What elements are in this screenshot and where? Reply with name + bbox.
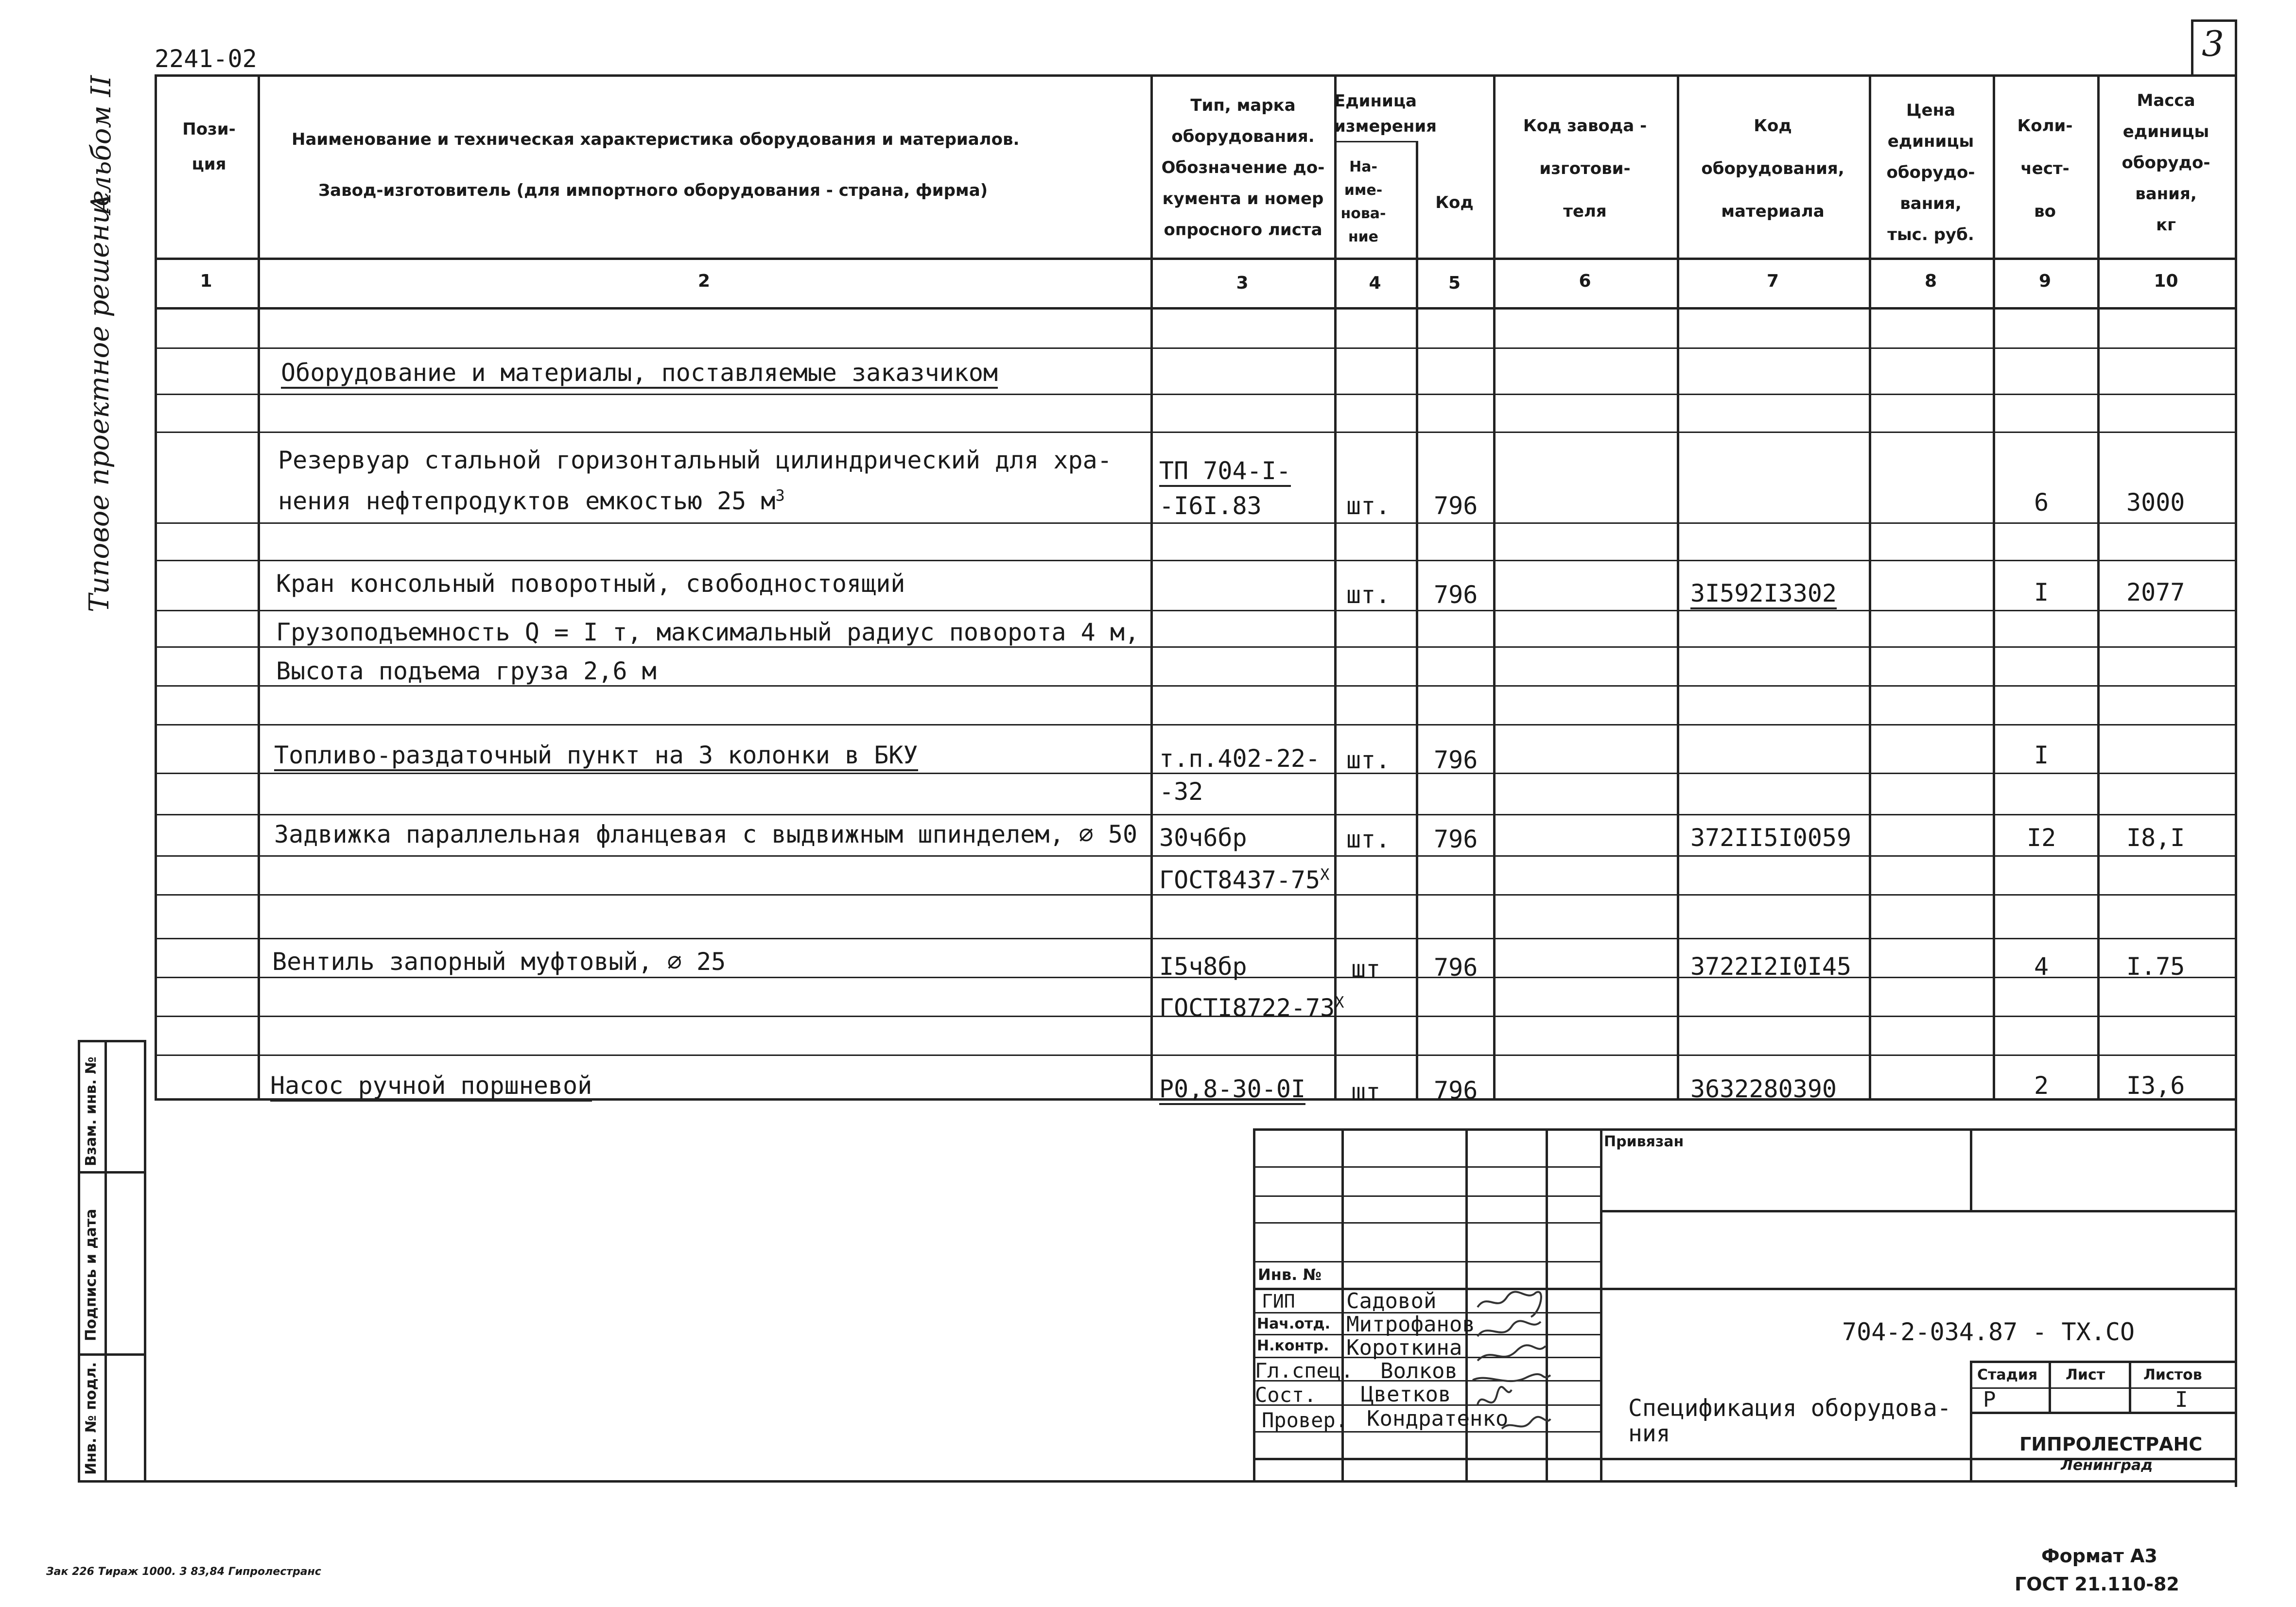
sheet-label: Лист — [2066, 1366, 2105, 1383]
print-info: Зак 226 Тираж 1000. 3 83,84 Гипролестранс — [46, 1566, 321, 1578]
item-quantity: I — [2034, 741, 2049, 769]
role-label: Гл.спец. — [1255, 1359, 1354, 1382]
item-name: Топливо-раздаточный пункт на 3 колонки в БКУ — [274, 741, 918, 771]
col-number: 2 — [697, 271, 711, 291]
item-unit: шт — [1351, 955, 1381, 983]
header-type: Тип, марка оборудования. Обозначение до- кумента и номер опросного листа — [1161, 96, 1325, 240]
header-factory-code: Код завода - изготови- теля — [1523, 116, 1647, 221]
side-album: Альбом II — [86, 75, 117, 214]
side-title: Типовое проектное решение — [84, 190, 115, 612]
item-type: ТП 704-I- — [1159, 457, 1291, 487]
item-quantity: 4 — [2034, 952, 2049, 981]
item-unit: шт. — [1346, 581, 1391, 609]
item-unit-code: 796 — [1434, 825, 1478, 853]
item-unit-code: 796 — [1434, 492, 1478, 520]
col-number: 1 — [200, 271, 212, 291]
person-name: Волков — [1380, 1359, 1458, 1383]
item-unit: шт. — [1346, 492, 1391, 520]
signatures — [1468, 1283, 1604, 1438]
item-mass: 2077 — [2126, 578, 2185, 606]
col-number: 4 — [1369, 273, 1381, 293]
item-quantity: I — [2034, 578, 2049, 606]
format-label: Формат А3 — [2041, 1545, 2157, 1567]
attached-label: Привязан — [1604, 1133, 1684, 1150]
item-name: Высота подъема груза 2,6 м — [276, 657, 657, 685]
person-name: Кондратенко — [1367, 1406, 1509, 1431]
item-mass: I.75 — [2126, 952, 2185, 981]
stamp-inv-orig: Инв. № подл. — [83, 1362, 100, 1475]
role-label: Н.контр. — [1257, 1337, 1329, 1354]
organization-city: Ленинград — [2061, 1457, 2153, 1474]
sheets-label: Листов — [2143, 1366, 2202, 1383]
section-title: Оборудование и материалы, поставляемые заказчиком — [281, 359, 998, 389]
album-code: 2241-02 — [155, 45, 257, 73]
stage-label: Стадия — [1977, 1366, 2038, 1383]
stamp-sign-date: Подпись и дата — [83, 1209, 100, 1341]
header-equip-code: Код оборудования, материала — [1701, 116, 1844, 221]
person-name: Короткина — [1346, 1335, 1462, 1360]
header-position: Пози- ция — [182, 120, 236, 174]
item-equip-code: 3632280390 — [1690, 1075, 1837, 1103]
item-type: $ГОСТ8437-75^Х$ — [1159, 865, 1330, 894]
item-mass: I8,I — [2126, 824, 2185, 852]
header-price: Цена единицы оборудо- вания, тыс. руб. — [1886, 101, 1975, 244]
col-number: 6 — [1579, 271, 1591, 291]
item-quantity: 6 — [2034, 488, 2049, 517]
item-type: I5ч8бр — [1159, 952, 1247, 981]
item-quantity: I2 — [2027, 824, 2056, 852]
header-unit-code: Код — [1435, 193, 1474, 212]
item-unit: шт. — [1346, 825, 1391, 853]
item-name: Вентиль запорный муфтовый, ∅ 25 — [272, 948, 726, 976]
organization: ГИПРОЛЕСТРАНС — [2019, 1434, 2203, 1455]
role-label: Нач.отд. — [1257, 1315, 1330, 1332]
header-name: Наименование и техническая характеристика оборудования и материалов. — [292, 130, 1020, 149]
col-number: 10 — [2154, 271, 2178, 291]
item-type: -I6I.83 — [1159, 492, 1262, 520]
spec-title: ния — [1628, 1420, 1670, 1447]
item-mass: I3,6 — [2126, 1071, 2185, 1100]
col-number: 8 — [1924, 271, 1937, 291]
inventory-label: Инв. № — [1258, 1265, 1322, 1284]
header-unit: Единица измерения — [1334, 91, 1437, 136]
header-factory: Завод-изготовитель (для импортного оборудования - страна, фирма) — [318, 181, 988, 200]
item-unit-code: 796 — [1434, 581, 1478, 609]
gost-label: ГОСТ 21.110-82 — [2015, 1573, 2179, 1595]
role-label: ГИП — [1262, 1291, 1295, 1312]
item-equip-code: 3I592I3302 — [1690, 579, 1837, 609]
item-name: Кран консольный поворотный, свободностоящий — [276, 570, 905, 598]
stage-value: Р — [1983, 1387, 1996, 1412]
item-mass: 3000 — [2126, 488, 2185, 517]
role-label: Сост. — [1255, 1383, 1317, 1407]
role-label: Провер. — [1262, 1408, 1348, 1432]
header-quantity: Коли- чест- во — [2017, 116, 2073, 221]
item-quantity: 2 — [2034, 1071, 2049, 1100]
col-number: 3 — [1236, 273, 1249, 293]
col-number: 7 — [1766, 271, 1779, 291]
person-name: Цветков — [1361, 1382, 1451, 1407]
col-number: 9 — [2038, 271, 2052, 291]
spec-title: Спецификация оборудова- — [1628, 1395, 1951, 1422]
item-name: Задвижка параллельная фланцевая с выдвижным шпинделем, ∅ 50 — [274, 820, 1138, 848]
item-unit: шт. — [1346, 746, 1391, 774]
item-unit-code: 796 — [1434, 746, 1478, 774]
item-unit: шт — [1351, 1078, 1381, 1106]
item-unit-code: 796 — [1434, 953, 1478, 982]
sheets-value: I — [2175, 1387, 2188, 1412]
item-type: 30ч6бр — [1159, 824, 1247, 852]
header-mass: Масса единицы оборудо- вания, кг — [2122, 91, 2210, 235]
person-name: Митрофанов — [1346, 1312, 1475, 1337]
col-number: 5 — [1448, 273, 1461, 293]
item-name: нения нефтепродуктов емкостью 25 $м^3$ — [278, 486, 785, 515]
item-type: -32 — [1159, 778, 1203, 806]
sheet-number: 3 — [2202, 23, 2224, 64]
item-equip-code: 372II5I0059 — [1690, 824, 1852, 852]
header-unit-name: На- име- нова- ние — [1340, 158, 1386, 245]
item-type: т.п.402-22- — [1159, 744, 1321, 773]
document-code: 704-2-034.87 - ТХ.СО — [1842, 1318, 2135, 1346]
item-unit-code: 796 — [1434, 1076, 1478, 1105]
item-name: Насос ручной поршневой — [270, 1071, 592, 1102]
item-equip-code: 3722I2I0I45 — [1690, 952, 1852, 981]
item-type: $ГОСТI8722-73^Х$ — [1159, 993, 1344, 1022]
person-name: Садовой — [1346, 1289, 1437, 1313]
stamp-replace-inv: Взам. инв. № — [83, 1056, 100, 1166]
item-name: Грузоподъемность Q = I т, максимальный радиус поворота 4 м, — [276, 618, 1140, 646]
item-type: Р0,8-30-0I — [1159, 1075, 1305, 1105]
item-name: Резервуар стальной горизонтальный цилиндрический для хра- — [278, 446, 1112, 474]
